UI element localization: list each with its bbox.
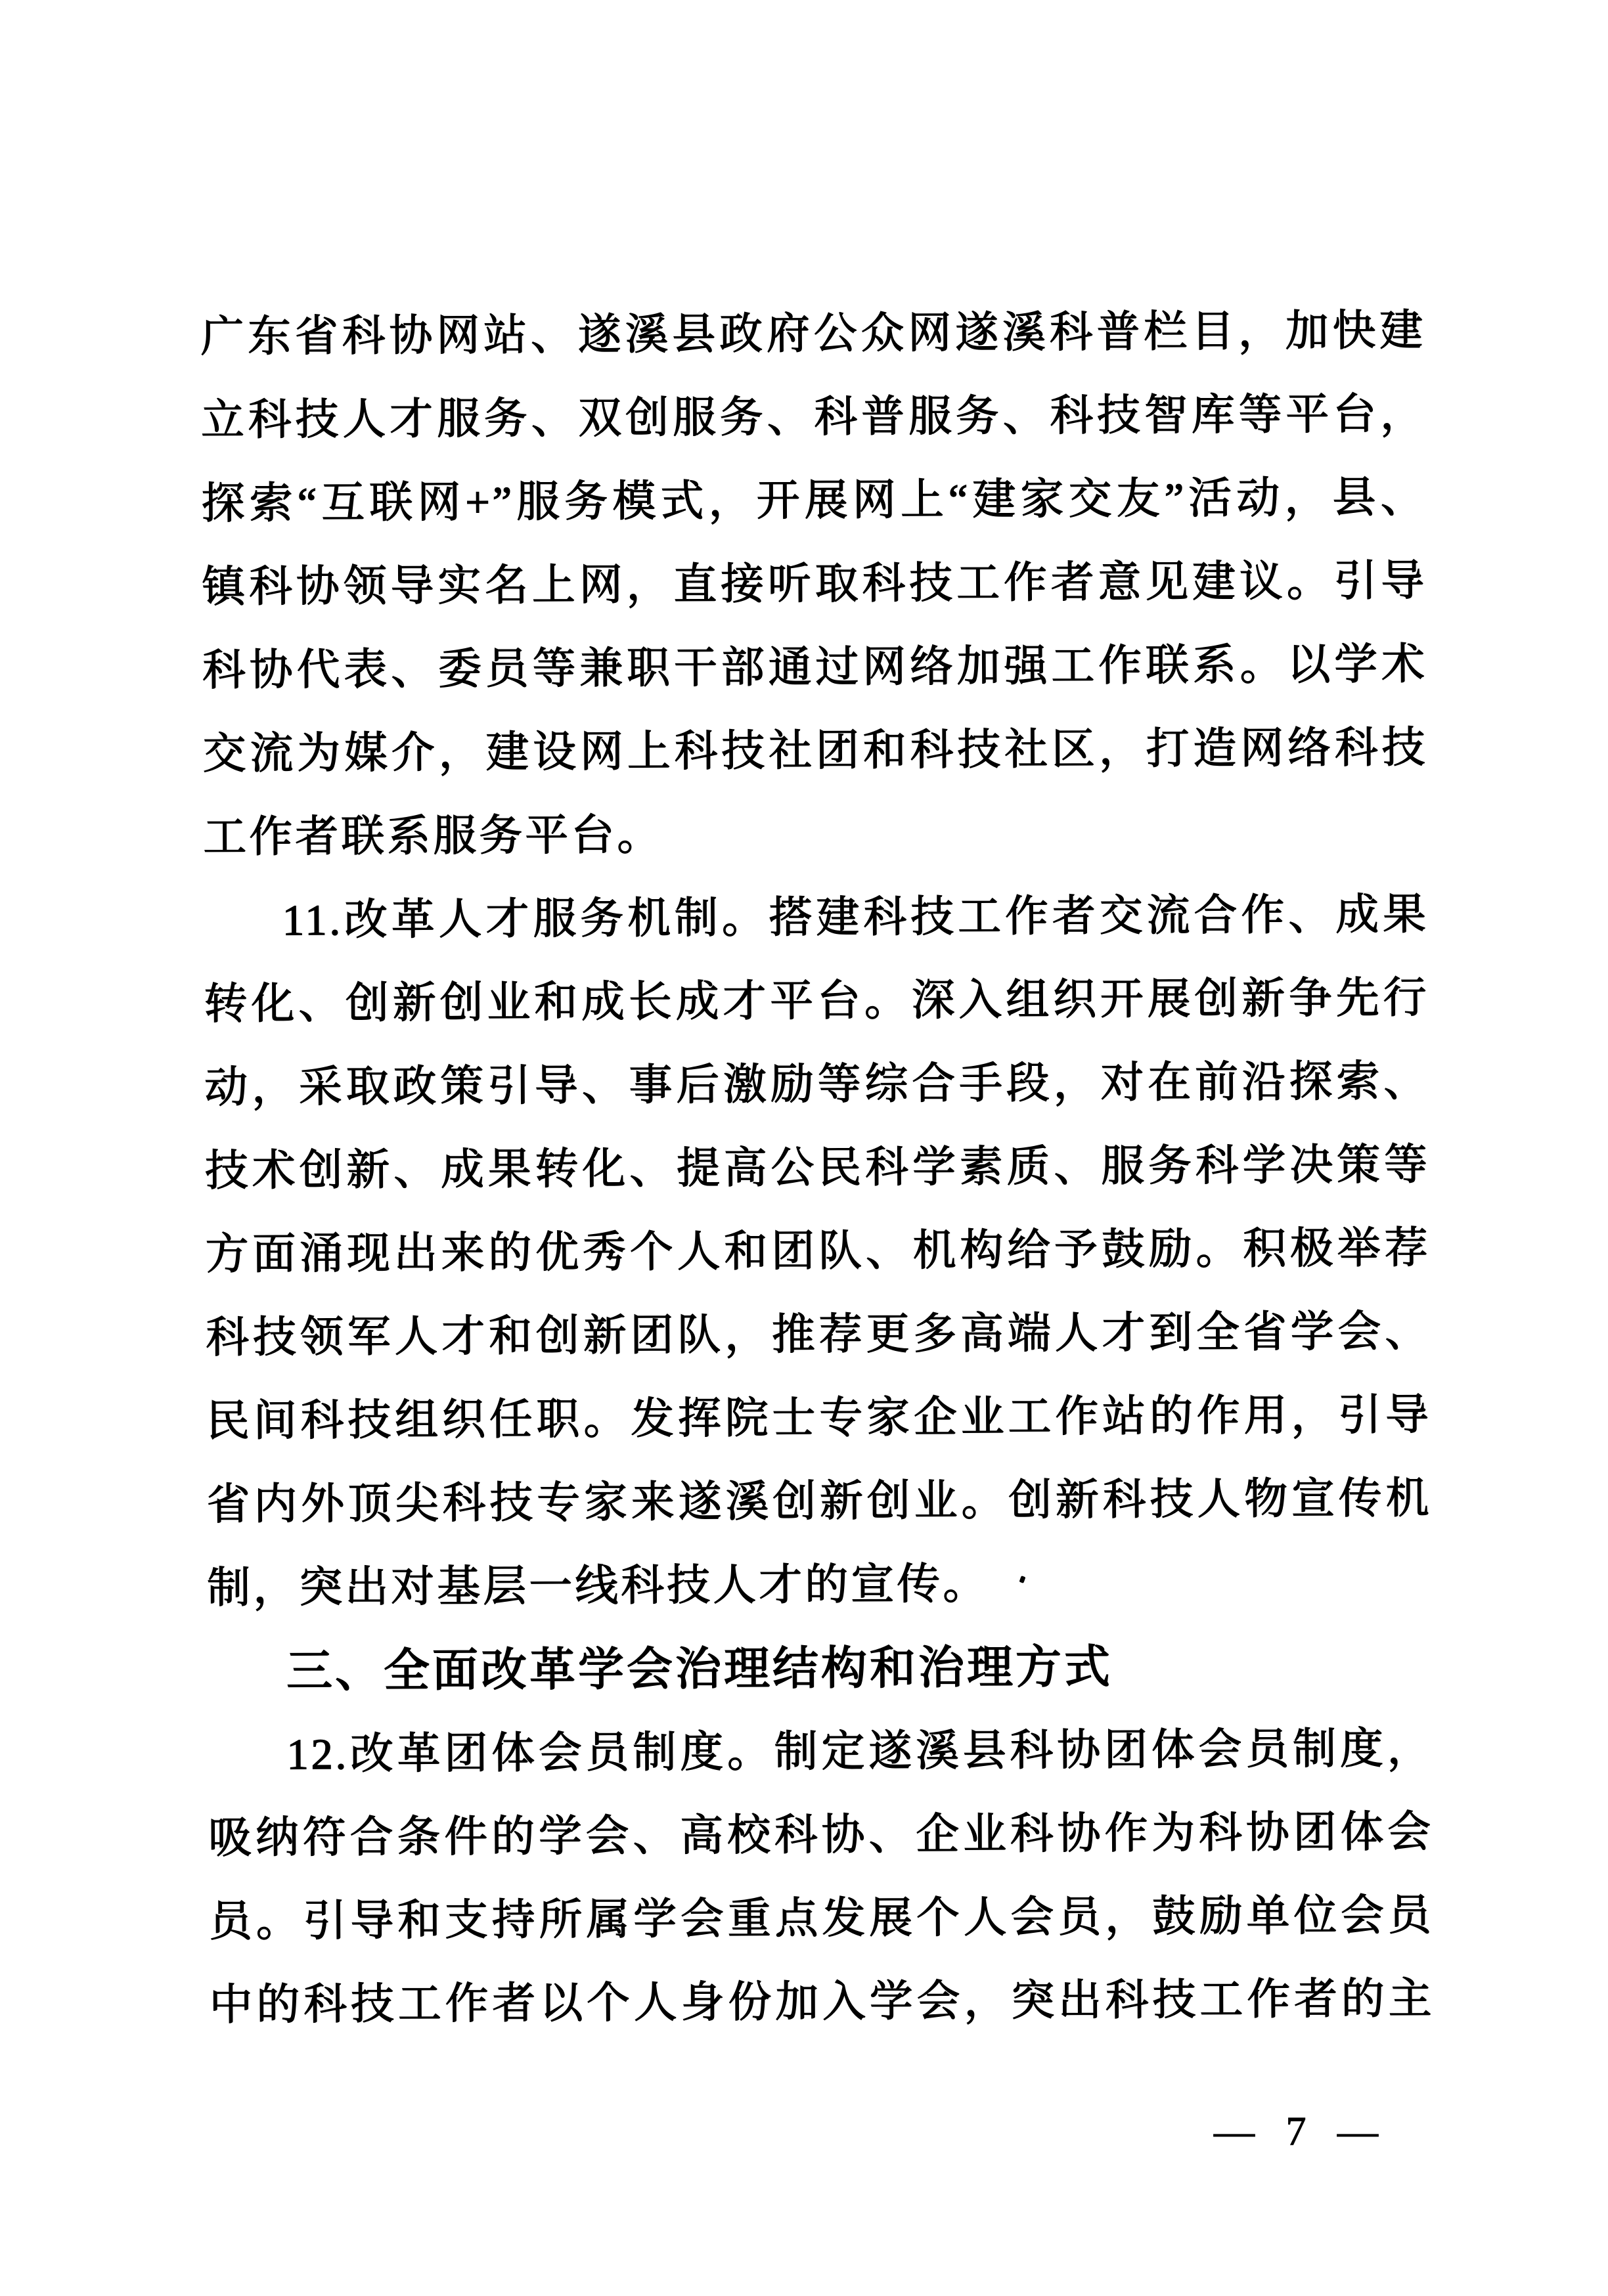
text-line: 民间科技组织任职。发挥院士专家企业工作站的作用，引导 — [206, 1391, 1432, 1446]
text-line: 吸纳符合条件的学会、高校科协、企业科协作为科协团体会 — [208, 1808, 1434, 1863]
text-line: 动，采取政策引导、事后激励等综合手段，对在前沿探索、 — [204, 1057, 1430, 1112]
text-line: 方面涌现出来的优秀个人和团队、机构给予鼓励。积极举荐 — [205, 1224, 1431, 1279]
text-line: 镇科协领导实名上网，直接听取科技工作者意见建议。引导 — [202, 557, 1427, 611]
text-line: 交流为媒介，建设网上科技社团和科技社区，打造网络科技 — [202, 724, 1428, 778]
text-line: 转化、创新创业和成长成才平台。深入组织开展创新争先行 — [204, 974, 1429, 1028]
text-line: 12.改革团体会员制度。制定遂溪县科协团体会员制度， — [286, 1725, 1433, 1779]
text-line: 工作者联系服务平台。 — [203, 811, 663, 862]
text-line: 立科技人才服务、双创服务、科普服务、科技智库等平台， — [200, 390, 1427, 445]
body-text — [200, 289, 1435, 2047]
section-heading: 三、全面改革学会治理结构和治理方式 — [286, 1641, 1113, 1697]
text-line: 中的科技工作者以个人身份加入学会，突出科技工作者的主 — [209, 1975, 1435, 2029]
text-line: 制，突出对基层一线科技人才的宣传。 — [207, 1560, 989, 1612]
text-line: 省内外顶尖科技专家来遂溪创新创业。创新科技人物宣传机 — [206, 1474, 1432, 1529]
page-footer — [1214, 2099, 1379, 2165]
text-line: 11.改革人才服务机制。搭建科技工作者交流合作、成果 — [282, 891, 1429, 945]
text-line: 广东省科协网站、遂溪县政府公众网遂溪科普栏目，加快建 — [200, 307, 1426, 361]
text-line: 技术创新、成果转化、提高公民科学素质、服务科学决策等 — [204, 1141, 1431, 1195]
text-line: 科技领军人才和创新团队，推荐更多高端人才到全省学会、 — [206, 1308, 1431, 1362]
page-number: — 7 — — [1214, 2109, 1379, 2154]
text-line: 员。引导和支持所属学会重点发展个人会员，鼓励单位会员 — [208, 1891, 1435, 1946]
text-line: 科协代表、委员等兼职干部通过网络加强工作联系。以学术 — [202, 640, 1428, 695]
text-line: 探索“互联网+”服务模式，开展网上“建家交友”活动，县、 — [201, 474, 1427, 528]
